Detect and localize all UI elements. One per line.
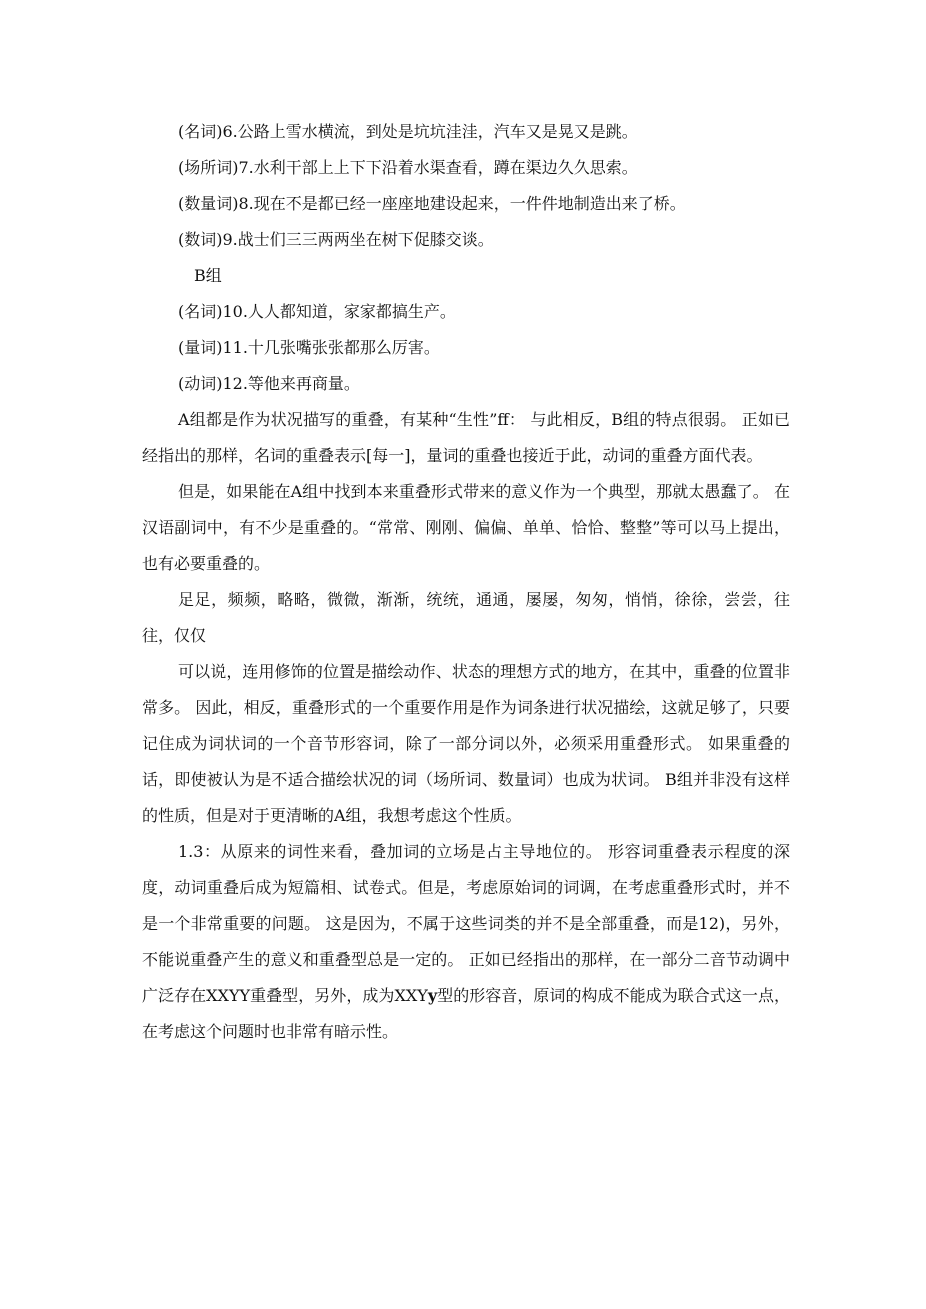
- document-body: [142, 114, 790, 1050]
- example-8: (数量词)8.现在不是都已经一座座地建设起来，一件件地制造出来了桥。: [178, 194, 686, 213]
- example-9: (数词)9.战士们三三两两坐在树下促膝交谈。: [178, 230, 494, 249]
- example-7: (场所词)7.水利干部上上下下沿着水渠查看，蹲在渠边久久思索。: [178, 158, 638, 177]
- example-6: (名词)6.公路上雪水横流，到处是坑坑洼洼，汽车又是晃又是跳。: [178, 122, 638, 141]
- section-1-3-bold-letter: y: [427, 986, 438, 1005]
- group-b-label: B组: [194, 266, 222, 285]
- paragraph-adverbial-position: 可以说，连用修饰的位置是描绘动作、状态的理想方式的地方，在其中，重叠的位置非常多。 因此，相反，重叠形式的一个重要作用是作为词条进行状况描绘，这就足够了，只要记住成为词状词的一个音节形容词，除了一部分词以外，必须采用重叠形式。 如果重叠的话，即使被认为是不适合描绘状况的词（场所词、数量词）也成为状词。 B组并非没有这样的性质，但是对于更清晰的A组，我想考虑这个性质。: [142, 662, 790, 825]
- section-1-3-text-a: 1.3：从原来的词性来看，叠加词的立场是占主导地位的。 形容词重叠表示程度的深度，动词重叠后成为短篇相、试卷式。但是，考虑原始词的词调，在考虑重叠形式时，并不是一个非常重要的问题。 这是因为，不属于这些词类的并不是全部重叠，而是12)，另外，不能说重叠产生的意义和重叠型总是一定的。 正如已经指出的那样，在一部分二音节动调中广泛存在XXYY重叠型，另外，成为XXY: [142, 842, 790, 1005]
- paragraph-adverbs: 但是，如果能在A组中找到本来重叠形式带来的意义作为一个典型，那就太愚蠢了。 在汉语副词中，有不少是重叠的。“常常、刚刚、偏偏、单单、恰恰、整整”等可以马上提出，也有必要重叠的。: [142, 482, 790, 573]
- paragraph-section-1-3: [142, 834, 790, 1050]
- paragraph-adverb-list: 足足，频频，略略，微微，渐渐，统统，通通，屡屡，匆匆，悄悄，徐徐，尝尝，往往，仅仅: [142, 590, 790, 645]
- example-11: (量词)11.十几张嘴张张都那么厉害。: [178, 338, 440, 357]
- example-12: (动词)12.等他来再商量。: [178, 374, 360, 393]
- section-1-3-text-b: 型的形容音，原词的构成不能成为联合式这一点，在考虑这个问题时也非常有暗示性。: [142, 986, 790, 1041]
- paragraph-group-comparison: A组都是作为状况描写的重叠，有某种“生性”ff： 与此相反，B组的特点很弱。 正如已经指出的那样，名词的重叠表示[每一]，量词的重叠也接近于此，动词的重叠方面代表。: [142, 410, 790, 465]
- example-10: (名词)10.人人都知道，家家都搞生产。: [178, 302, 456, 321]
